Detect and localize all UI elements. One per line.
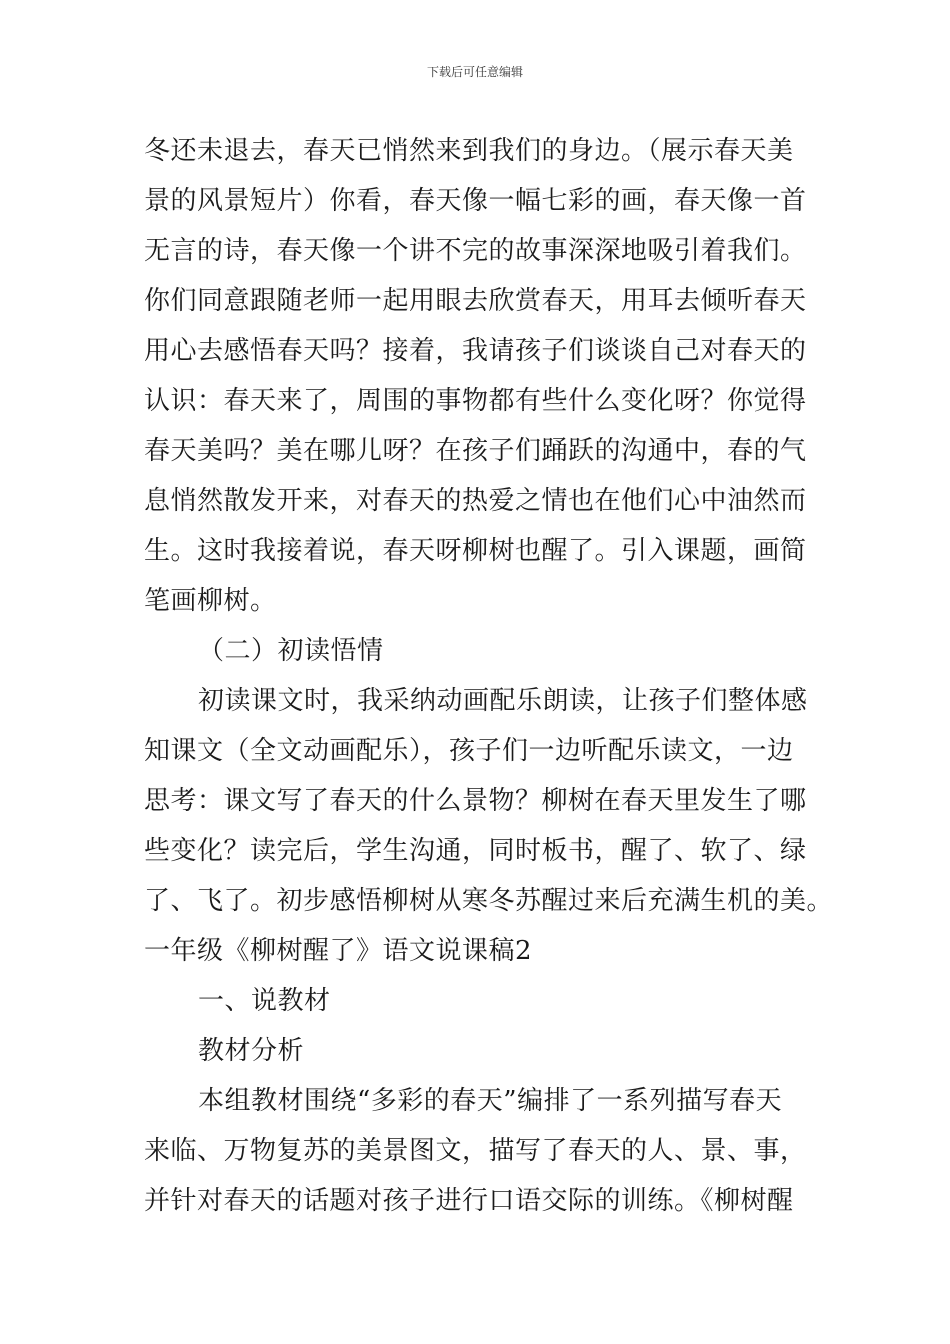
- text-line: 认识：春天来了，周围的事物都有些什么变化呀？你觉得: [144, 386, 807, 416]
- text-line: 息悄然散发开来，对春天的热爱之情也在他们心中油然而: [144, 486, 807, 516]
- section-heading: 一、说教材: [198, 986, 331, 1016]
- text-line: 了、飞了。初步感悟柳树从寒冬苏醒过来后充满生机的美。: [144, 886, 834, 916]
- document-body: [144, 126, 834, 1226]
- text-line: 笔画柳树。: [144, 586, 277, 616]
- subsection-heading: 教材分析: [198, 1036, 305, 1066]
- text-line: 本组教材围绕“多彩的春天”编排了一系列描写春天: [198, 1086, 783, 1116]
- text-line: 春天美吗？美在哪儿呀？在孩子们踊跃的沟通中，春的气: [144, 436, 807, 466]
- text-line: 思考：课文写了春天的什么景物？柳树在春天里发生了哪: [144, 786, 807, 816]
- text-line: 用心去感悟春天吗？接着，我请孩子们谈谈自己对春天的: [144, 336, 807, 366]
- text-line: 并针对春天的话题对孩子进行口语交际的训练。《柳树醒: [144, 1186, 794, 1216]
- text-line: 初读课文时，我采纳动画配乐朗读，让孩子们整体感: [198, 686, 808, 716]
- section-heading: （二）初读悟情: [198, 636, 384, 666]
- text-line: 生。这时我接着说，春天呀柳树也醒了。引入课题，画简: [144, 536, 807, 566]
- text-line: 景的风景短片）你看，春天像一幅七彩的画，春天像一首: [144, 186, 807, 216]
- text-line: 知课文（全文动画配乐），孩子们一边听配乐读文，一边: [144, 736, 794, 766]
- text-line: 无言的诗，春天像一个讲不完的故事深深地吸引着我们。: [144, 236, 807, 266]
- text-line: 来临、万物复苏的美景图文，描写了春天的人、景、事，: [144, 1136, 807, 1166]
- document-title: 一年级《柳树醒了》语文说课稿2: [144, 936, 533, 966]
- page-header: 下载后可任意编辑: [426, 65, 523, 79]
- text-line: 你们同意跟随老师一起用眼去欣赏春天，用耳去倾听春天: [144, 286, 807, 316]
- text-line: 些变化？读完后，学生沟通，同时板书，醒了、软了、绿: [144, 836, 807, 866]
- text-line: 冬还未退去，春天已悄然来到我们的身边。（展示春天美: [144, 136, 794, 166]
